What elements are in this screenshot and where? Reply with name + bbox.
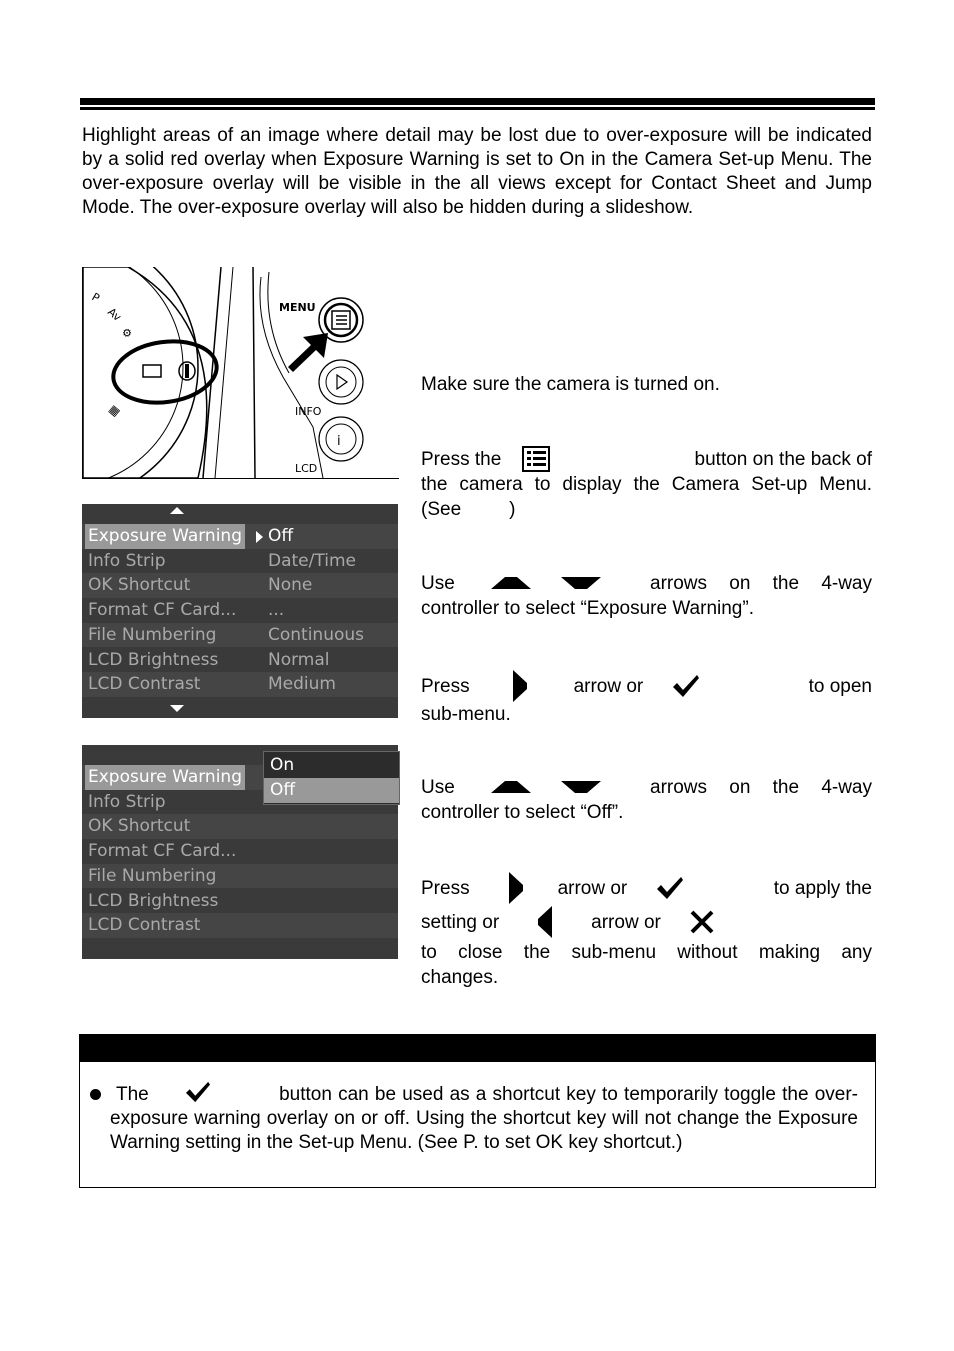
scroll-down-icon [170,705,184,712]
menu-row-lcd-contrast[interactable]: LCD Contrast Medium [82,672,398,697]
menu-row-exposure-warning[interactable]: Exposure Warning [82,765,398,790]
down-arrow-icon [561,780,601,794]
option-off[interactable]: Off [264,778,399,803]
right-arrow-icon [508,872,524,904]
svg-text:P: P [89,290,102,305]
setup-submenu-screen [82,745,398,959]
menu-row-format-cf[interactable]: Format CF Card... [88,841,237,862]
note-text: The button can be used as a shortcut key to temporarily toggle the over-exposure warning overlay on or off. Using the shortcut key will not change the Exposure Warning setting in the Set-up Menu. (See P. to set OK key shortcut.) [110,1083,858,1155]
option-on[interactable]: On [270,755,295,775]
menu-row-format-cf[interactable]: Format CF Card... ... [88,600,285,621]
scroll-up-icon [170,507,184,514]
menu-button-icon [521,446,551,472]
step-4: Press arrow or to open sub-menu. [421,670,872,727]
menu-label: MENU [279,301,316,314]
header-rule-thick [80,98,875,105]
step-3: Use arrows on the 4-way controller to select “Exposure Warning”. [421,572,872,619]
menu-row-lcd-brightness[interactable]: LCD Brightness Normal [88,649,330,670]
menu-row-info-strip[interactable]: Info Strip Date/Time [88,550,356,571]
svg-text:Av: Av [105,305,124,324]
step-2: Press the button on the back of the camera to display the Camera Set-up Menu. (See ) [421,446,872,522]
menu-row-file-numbering[interactable]: File Numbering Continuous [82,623,398,648]
svg-text:i: i [337,434,341,449]
step-6: Press arrow or to apply the setting or arrow or to close the sub-menu without making any changes. [421,872,872,990]
menu-row-lcd-contrast[interactable]: LCD Contrast [82,913,398,938]
info-label: INFO [295,405,322,418]
menu-row-ok-shortcut[interactable]: OK Shortcut None [82,573,398,598]
ok-check-icon [183,1080,213,1104]
menu-row-file-numbering[interactable]: File Numbering [82,864,398,889]
left-arrow-icon [537,906,553,938]
down-arrow-icon [561,576,601,590]
right-arrow-icon [512,670,528,702]
up-arrow-icon [491,780,531,794]
bullet-icon [90,1089,101,1100]
menu-row-ok-shortcut[interactable]: OK Shortcut [82,814,398,839]
ok-check-icon [671,673,701,699]
menu-row-lcd-brightness[interactable]: LCD Brightness [88,890,219,911]
menu-row-exposure-warning[interactable]: Exposure Warning Off [82,524,398,549]
header-rule-thin [80,107,875,110]
svg-text:▦: ▦ [105,402,122,419]
cancel-x-icon [689,909,715,935]
setup-menu-screen [82,504,398,718]
lcd-label: LCD [295,462,318,475]
ok-check-icon [655,875,685,901]
step-5: Use arrows on the 4-way controller to select “Off”. [421,776,872,823]
submenu-popup [263,751,400,805]
camera-back-illustration [82,267,399,479]
menu-row-info-strip[interactable]: Info Strip [88,791,166,812]
submenu-arrow-icon [256,531,263,543]
step-1: Make sure the camera is turned on. [421,374,720,395]
note-header-bar [79,1034,876,1062]
intro-paragraph: Highlight areas of an image where detail may be lost due to over-exposure will be indicated by a solid red overlay when Exposure Warning is set to On in the Camera Set-up Menu. The over-exposure overlay will be visible in the all views except for Contact Sheet and Jump Mode. The over-exposure overlay will also be hidden during a slideshow. [82,125,872,218]
svg-text:⚙: ⚙ [118,325,135,341]
up-arrow-icon [491,576,531,590]
